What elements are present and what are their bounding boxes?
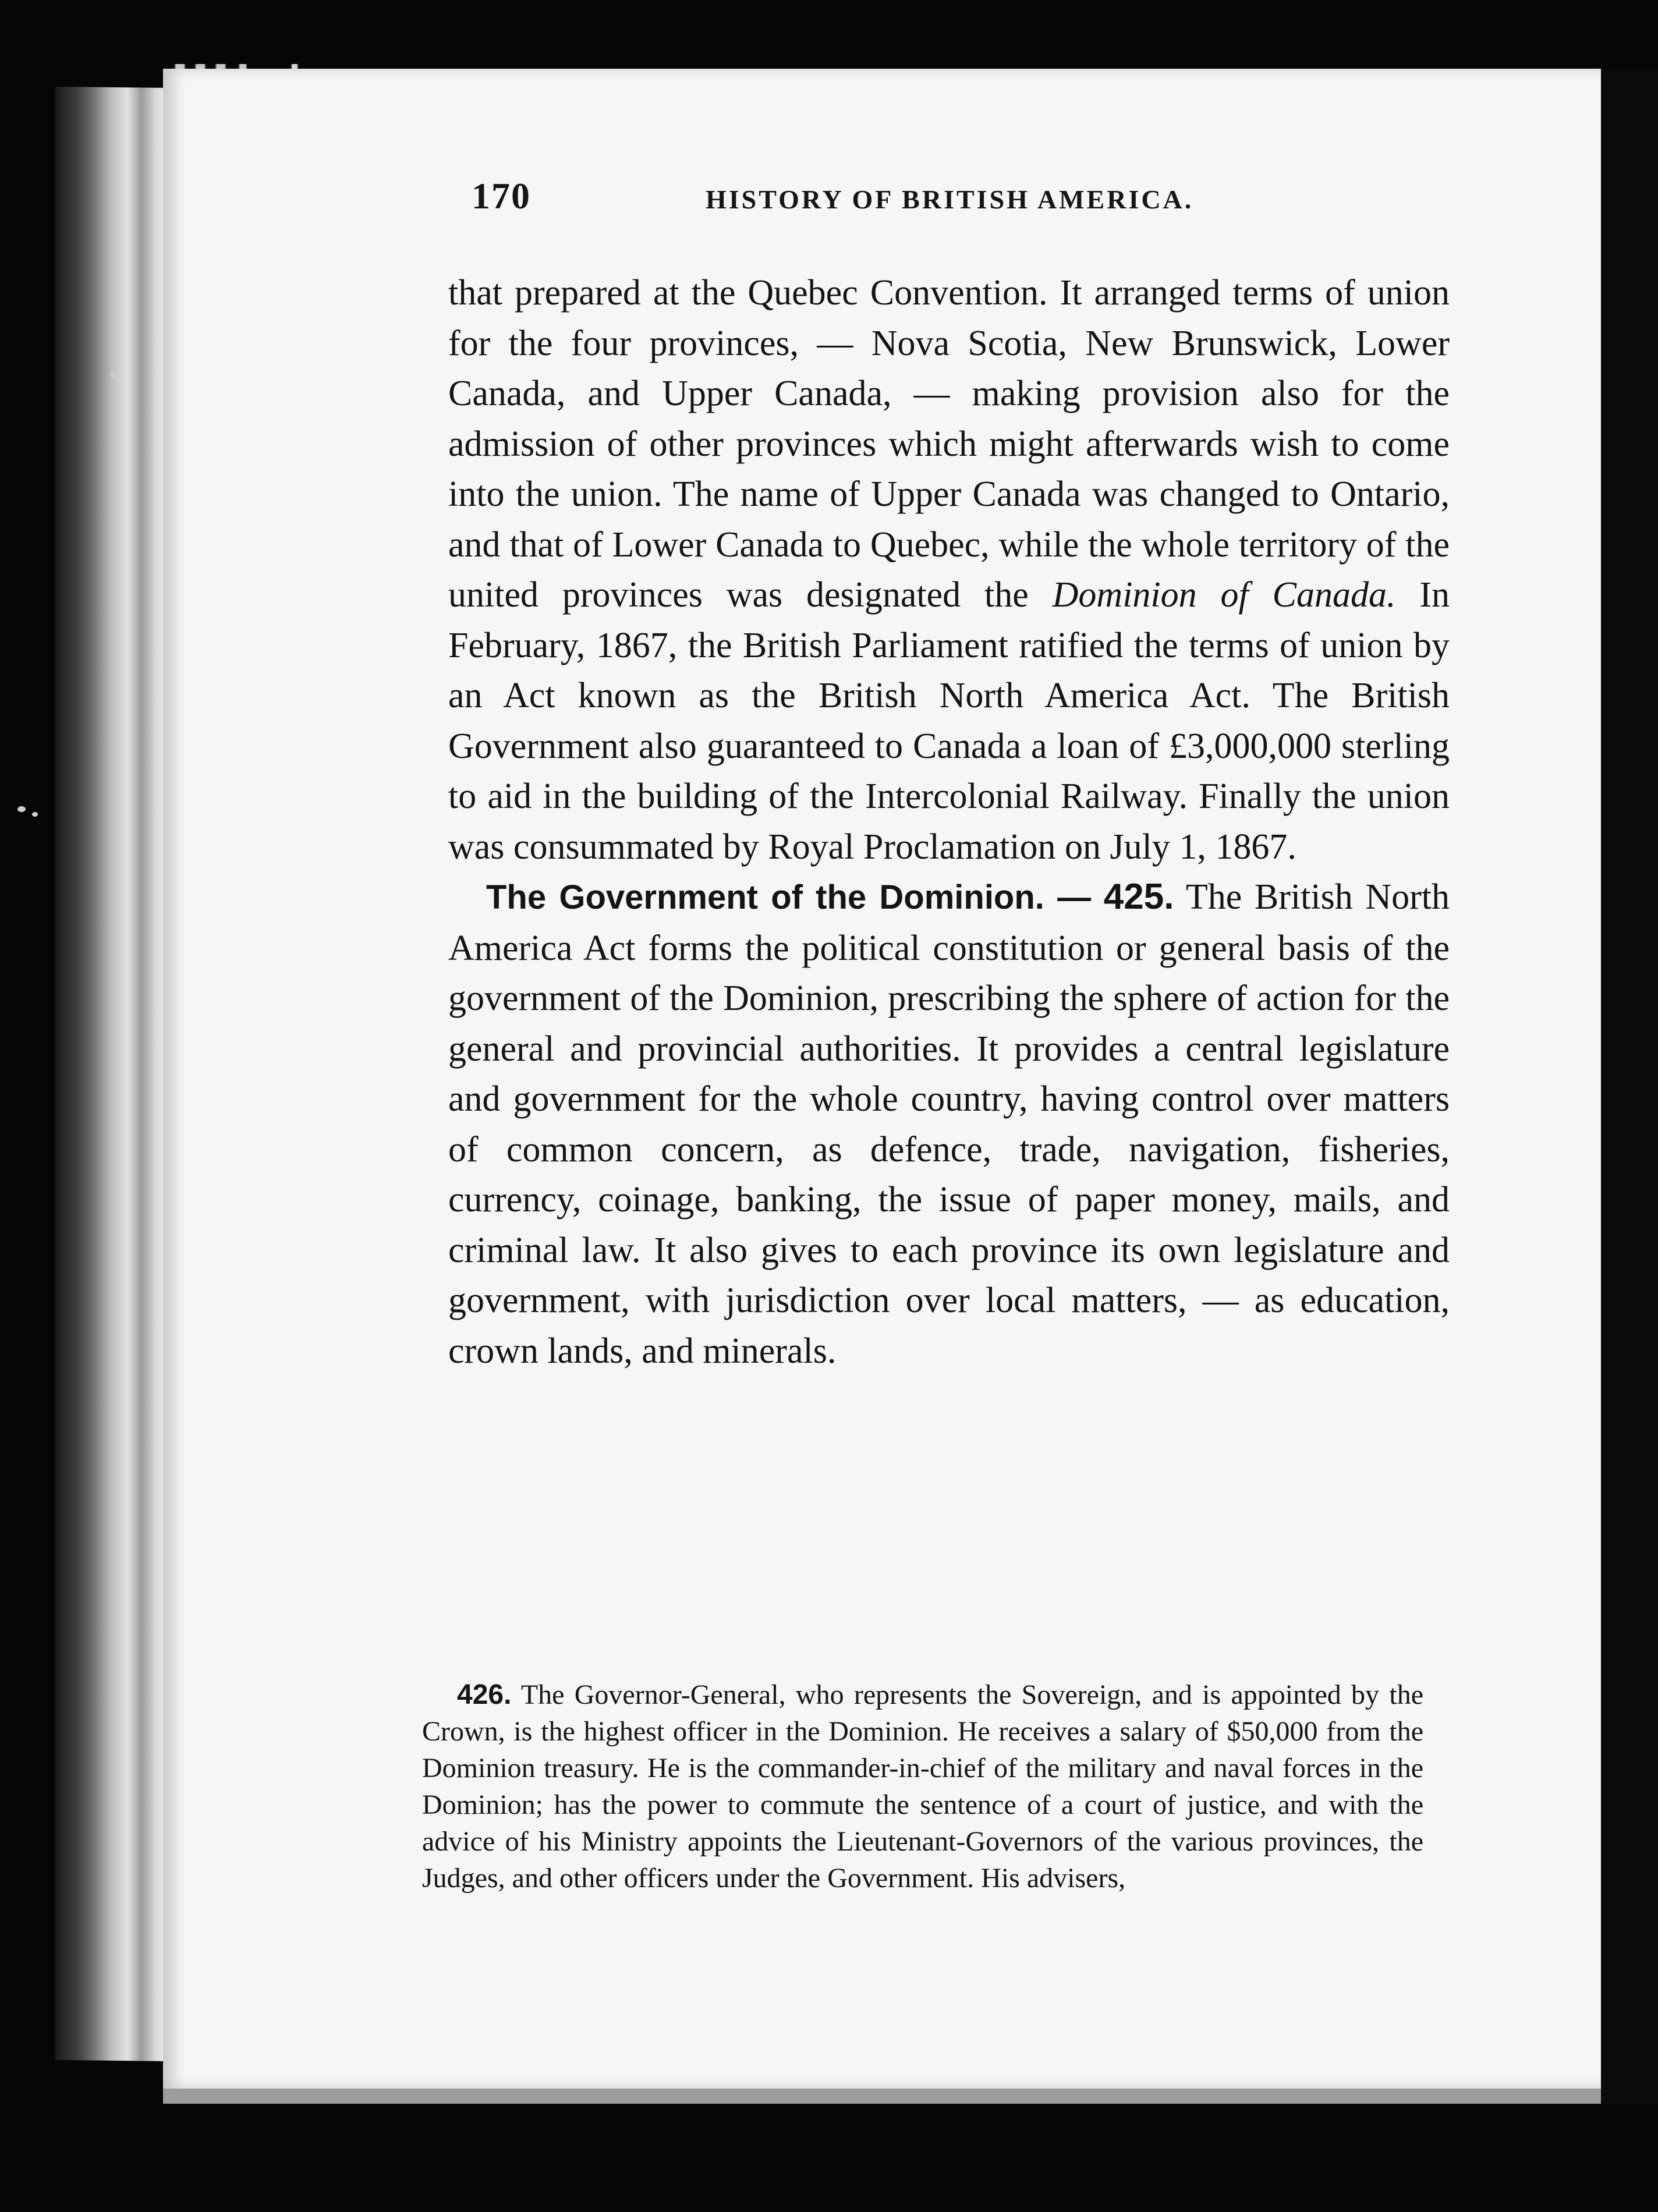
page-edges (55, 87, 172, 2061)
section-heading: The Government of the Dominion. — (486, 878, 1092, 916)
paragraph-1 (448, 268, 1450, 872)
dust-speck (111, 373, 115, 377)
paragraph-2 (448, 872, 1450, 1376)
body-text (448, 268, 1450, 1376)
page-number: 170 (472, 175, 531, 217)
dust-speck (32, 812, 38, 817)
dust-speck (17, 806, 26, 812)
page-header (472, 175, 1607, 218)
footnote-paragraph (422, 1676, 1423, 1896)
footnote-number: 426. (457, 1679, 512, 1710)
running-head: HISTORY OF BRITISH AMERICA. (706, 185, 1194, 214)
footnote-text: The Governor-General, who represents the Sovereign, and is appointed by the Crown, is the highest officer in the Dominion. He receives a salary of $50,000 from the Dominion treasury. He is the commander-in-chief of the military and naval forces in the Dominion; has the power to commute the sentence of a court of justice, and with the advice of his Ministry appoints the Lieutenant-Governors of the various provinces, the Judges, and other officers under the Government. His advisers, (422, 1679, 1423, 1894)
paragraph-1-text: that prepared at the Quebec Convention. It arranged terms of union for the four provinces, — Nova Scotia, New Brunswick, Lower Canada, and Upper Canada, — making provision also for the admission of other provinces which might afterwards wish to come into the union. The name of Upper Canada was changed to Ontario, and that of Lower Canada to Quebec, while the whole territory of the united provinces was designated the (448, 273, 1450, 615)
paragraph-1-italic: Dominion of Canada. (1052, 575, 1396, 615)
right-margin-shadow (1601, 69, 1658, 2104)
page-bottom-edge (163, 2089, 1601, 2104)
paragraph-1-rest: In February, 1867, the British Parliament ratified the terms of union by an Act known as the British North America Act. The British Government also guaranteed to Canada a loan of £3,000,000 sterling to aid in the building of the Intercolonial Railway. Finally the union was consummated by Royal Proclamation on July 1, 1867. (448, 575, 1450, 867)
paragraph-2-text: The British North America Act forms the political constitution or general basis of the government of the Dominion, prescribing the sphere of action for the general and provincial authorities. It provides a central legislature and government for the whole country, having control over matters of common concern, as defence, trade, navigation, fisheries, currency, coinage, banking, the issue of paper money, mails, and criminal law. It also gives to each province its own legislature and government, with jurisdiction over local matters, — as education, crown lands, and minerals. (448, 877, 1450, 1371)
paragraph-number: 425. (1103, 877, 1174, 917)
